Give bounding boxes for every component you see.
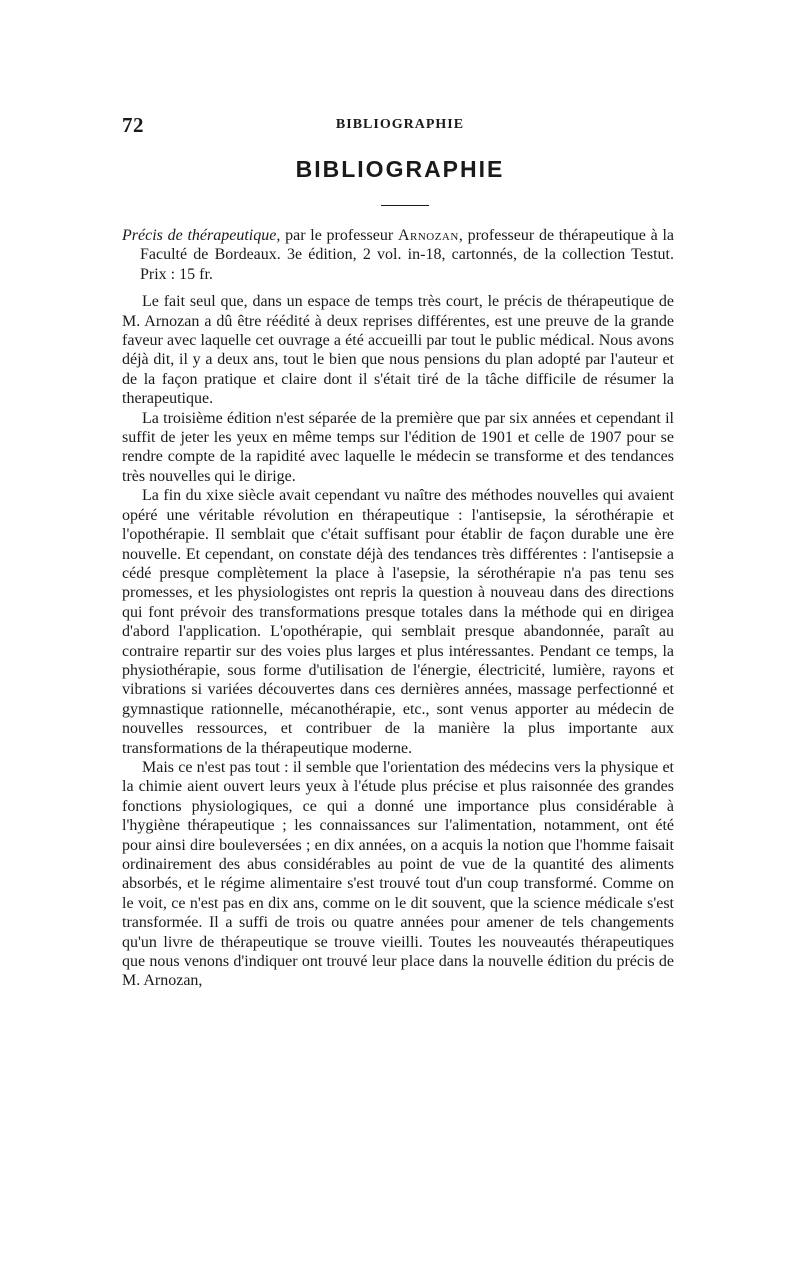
- paragraph: La fin du xixe siècle avait cependant vu naître des méthodes nouvelles qui avaient opéré une véritable révolution en thérapeutique : l'antisepsie, la sérothérapie et l'opothérapie. Il semblait que c'était suffisant pour établir de façon durable une ère nouvelle. Et cependant, on constate déjà des tendances très différentes : l'antisepsie a cédé presque complètement la place à l'asepsie, la sérothérapie n'a pas tenu ses promesses, et les physiologistes ont repris la question à nouveau dans des directions qui font prévoir des transformations presque totales dans la méthode qui en dirigea d'abord l'application. L'opothérapie, qui semblait presque abandonnée, paraît au contraire repartir sur des voies plus larges et plus intéressantes. Pendant ce temps, la physiothérapie, sous forme d'utilisation de l'énergie, électricité, lumière, rayons et vibrations si variées découvertes dans ces dernières années, massage perfectionné et gymnastique rationnelle, mécanothérapie, etc., sont venus apporter au médecin de nouvelles ressources, et contribuer de la manière la plus importante aux transformations de la thérapeutique moderne.: [122, 487, 674, 757]
- title-rule: [381, 205, 429, 206]
- author-name: Arnozan: [397, 227, 459, 244]
- paragraph: La troisième édition n'est séparée de la première que par six années et cependant il suffit de jeter les yeux en même temps sur l'édition de 1901 et celle de 1907 pour se rendre compte de la rapidité avec laquelle le médecin se transforme et des tendances très nouvelles qui le dirige.: [122, 409, 674, 485]
- paragraph: Mais ce n'est pas tout : il semble que l'orientation des médecins vers la physique et la chimie aient ouvert leurs yeux à l'étude plus précise et plus raisonnée des grandes fonctions physiologiques, ce qui a donné une importance plus considérable à l'hygiène thérapeutique ; les connaissances sur l'alimentation, notamment, ont été pour ainsi dire bouleversées ; en dix années, on a acquis la notion que l'homme faisait ordinairement des abus considérables au point de vue de la quantité des aliments absorbés, et le régime alimentaire s'est trouvé tout d'un coup transformé. Comme on le voit, ce n'est pas en dix ans, comme on le dit souvent, que la science médicale s'est transformée. Il a suffi de trois ou quatre années pour amener de tels changements qu'un livre de thérapeutique se trouve vieilli. Toutes les nouveautés thérapeutiques que nous venons d'indiquer ont trouvé leur place dans la nouvelle édition du précis de M. Arnozan,: [122, 758, 674, 990]
- book-citation: [122, 226, 674, 284]
- page-number: 72: [122, 113, 144, 137]
- citation-text-end: , professeur de thérapeutique à la Faculté de Bordeaux. 3e édition, 2 vol. in-18, cartonnés, de la collection Testut. Prix : 15 fr.: [140, 227, 675, 283]
- paragraph: Le fait seul que, dans un espace de temps très court, le précis de thérapeutique de M. Arnozan a dû être réédité à deux reprises différentes, est une preuve de la grande faveur avec laquelle cet ouvrage a été accueilli par tout le public médical. Nous avons déjà dit, il y a deux ans, tout le bien que nous pensions du plan adopté par l'auteur et de la façon pratique et claire dont il s'était tiré de la tâche difficile de résumer la therapeutique.: [122, 293, 674, 408]
- section-title: BIBLIOGRAPHIE: [295, 156, 505, 182]
- citation-text: par le professeur: [280, 227, 398, 244]
- running-head: BIBLIOGRAPHIE: [335, 117, 465, 132]
- book-title: Précis de thérapeutique,: [122, 227, 281, 244]
- body-text: [122, 226, 674, 991]
